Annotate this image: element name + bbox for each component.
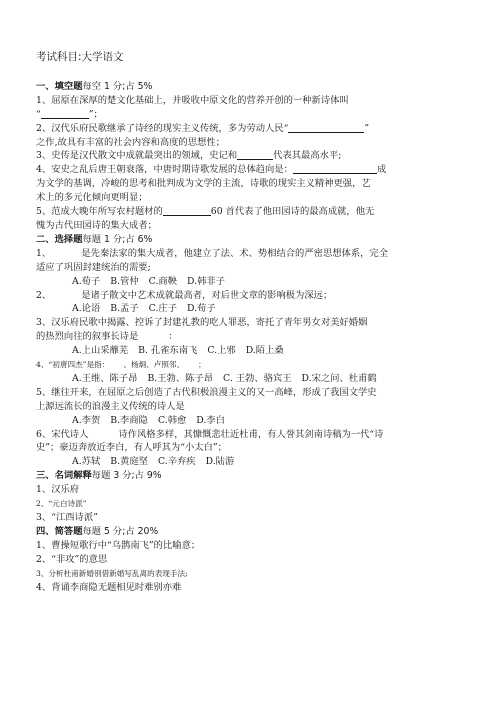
section-meta: 每题 5 分;占 20% (82, 525, 159, 537)
section-meta: 每空 1 分;占 5% (82, 80, 153, 92)
option: A.上山采蘼芜 (72, 345, 129, 357)
question-3 (36, 149, 476, 163)
option: C.上邪 (207, 345, 236, 357)
choice-options (36, 372, 476, 386)
question-text: ”； (88, 108, 103, 120)
choice-question-2 (36, 289, 476, 303)
option: C.商鞅 (148, 275, 177, 287)
option: A.李贺 (72, 414, 101, 426)
question-text: 6、宋代诗人 (36, 428, 89, 440)
choice-question-6 (36, 428, 476, 456)
option: C.辛弃疾 (157, 456, 196, 468)
section-fill-blank-heading (36, 80, 476, 94)
question-text: 上源远流长的浪漫主义传统的诗人是 (36, 400, 185, 412)
option: A.苏轼 (72, 456, 101, 468)
option: D.李白 (196, 414, 225, 426)
section-choice-heading (36, 233, 476, 247)
question-text: 5、范成大晚年所写农村题材的 (36, 206, 163, 218)
answer-blank (41, 108, 89, 119)
option: B. 孔雀东南飞 (138, 345, 198, 357)
question-text: 5、继往开来，在屈原之后创造了古代积极浪漫主义的又一高峰，形成了我国文学史 (36, 386, 377, 398)
section-title: 一、填空题 (36, 80, 83, 92)
option: A.论语 (72, 303, 101, 315)
question-text: 3、史传是汉代散文中成就最突出的领域，史记和 (36, 150, 238, 162)
question-text: 史”；豪迈奔放近李白，有人呼其为“小太白”； (36, 442, 227, 454)
question-text: 、杨炯、卢照邻、 (123, 360, 185, 370)
short-answer-2: 2、“非攻”的意思 (36, 553, 108, 565)
question-text: 术上的多元化倾向更明显； (36, 192, 148, 204)
question-number: 2、 (36, 289, 52, 301)
choice-question-5 (36, 386, 476, 414)
choice-options (36, 302, 476, 316)
answer-blank (293, 163, 377, 174)
question-text: 1、屈原在深厚的楚文化基础上，并吸收中原文化的营养开创的一种新诗体叫 (36, 94, 349, 106)
question-text: ； (198, 360, 206, 370)
option: D.荀子 (187, 303, 216, 315)
question-text: 4、安史之乱后唐王朝衰落，中唐时期诗歌发展的总体趋向是： (36, 164, 293, 176)
choice-question-4 (36, 358, 476, 372)
short-answer-3: 3、分析杜甫新婚别借新婚写乱离的表现手法; (36, 568, 188, 578)
option: C.韩愈 (157, 414, 187, 426)
option: B.孟子 (110, 303, 139, 315)
question-text: 4、“初唐四杰”是指： (36, 360, 110, 370)
section-title: 二、选择题 (36, 233, 83, 245)
question-text: ： (168, 331, 178, 343)
question-5 (36, 205, 476, 233)
option: B.黄庭坚 (110, 456, 148, 468)
option: D.陌上桑 (245, 345, 284, 357)
question-text: ” (364, 122, 370, 134)
question-text: 3、汉乐府民歌中揭露、控诉了封建礼教的吃人罪恶，寄托了青年男女对美好婚姻 (36, 317, 368, 329)
option: D.宋之问、杜甫鹤 (301, 372, 377, 384)
question-text: 适应了巩固封建统治的需要; (36, 261, 151, 273)
term-3: 3、“江西诗派” (36, 512, 98, 523)
question-text: 之作,故具有丰富的社会内容和高度的思想性； (36, 136, 225, 148)
section-title: 四、简答题 (36, 525, 83, 537)
option: A.荀子 (72, 275, 101, 287)
option: D.陆游 (205, 456, 235, 468)
exam-subject: 考试科目:大学语文 (36, 51, 124, 63)
question-text: 是先秦法家的集大成者，他建立了法、术、势相结合的严密思想体系，完全 (81, 247, 389, 259)
question-text: “ (36, 108, 41, 120)
answer-blank (288, 122, 364, 133)
question-text: 60 首代表了他田园诗的最高成就，他无 (210, 206, 375, 218)
question-text: 是诸子散文中艺术成就最高者，对后世文章的影响极为深远； (81, 289, 333, 301)
choice-question-1 (36, 247, 476, 275)
question-1 (36, 94, 476, 122)
question-text: 愧为古代田园诗的集大成者； (36, 219, 157, 231)
short-answer-4: 4、背诵李商隐无题相见时难别亦难 (36, 581, 182, 593)
section-meta: 每题 3 分;占 9% (91, 470, 162, 482)
question-4 (36, 163, 476, 205)
section-title: 三、名词解释 (36, 470, 92, 482)
option: D.韩非子 (187, 275, 225, 287)
choice-options (36, 344, 476, 358)
question-number: 1、 (36, 247, 52, 259)
option: A.王维、陈子昂 (72, 372, 138, 384)
choice-options (36, 275, 476, 289)
question-text: 为文学的基调，冷峻的思考和批判成为文学的主流，诗歌的现实主义精神更强，艺 (36, 178, 371, 190)
choice-options (36, 414, 476, 428)
exam-content (36, 51, 476, 594)
choice-options (36, 455, 476, 469)
option: B.管仲 (110, 275, 139, 287)
question-text: 的热烈向往的叙事长诗是 (36, 331, 139, 343)
question-text: 代表其最高水平; (273, 150, 342, 162)
question-text: 诗作风格多样，其慷慨悲壮近杜甫，有人誉其剑南诗稿为一代“诗 (118, 428, 384, 440)
section-terms-heading (36, 469, 476, 483)
answer-blank (163, 205, 211, 216)
answer-blank (237, 149, 273, 160)
section-meta: 每题 1 分;占 6% (82, 233, 153, 245)
term-2: 2、“元白诗派” (36, 499, 87, 509)
option: B.王勃、陈子昂 (147, 372, 214, 384)
choice-question-3 (36, 316, 476, 344)
option: B.李商隐 (110, 414, 148, 426)
option: C. 王勃、骆宾王 (223, 372, 292, 384)
section-short-answer-heading (36, 525, 476, 539)
option: C.庄子 (148, 303, 177, 315)
question-2 (36, 122, 476, 150)
question-text: 成 (376, 164, 387, 176)
term-1: 1、汉乐府 (36, 484, 80, 496)
question-text: 2、汉代乐府民歌继承了诗经的现实主义传统，多为劳动人民“ (36, 122, 289, 134)
short-answer-1: 1、曹操短歌行中“乌鹊南飞”的比喻意； (36, 539, 201, 551)
